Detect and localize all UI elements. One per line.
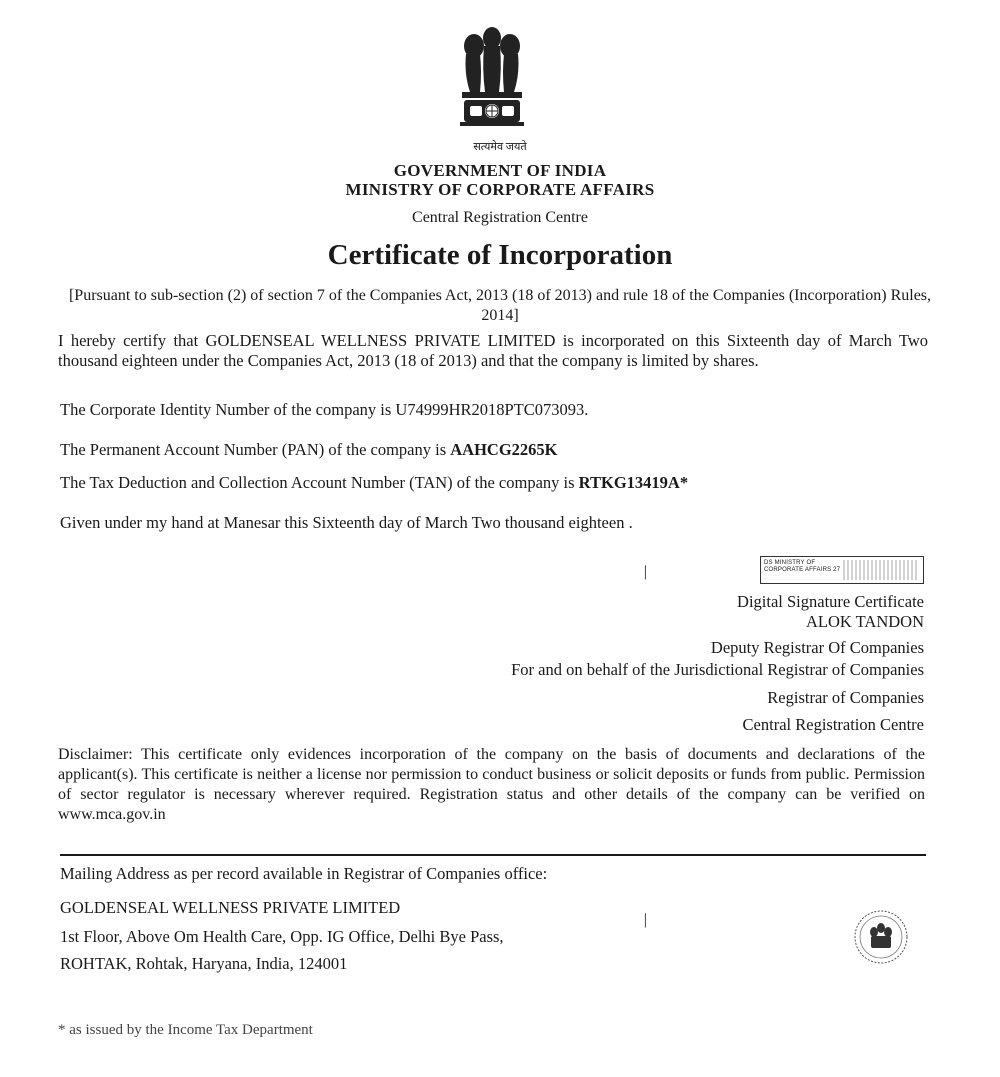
signatory-designation: Deputy Registrar Of Companies [710,638,924,657]
mailing-company: GOLDENSEAL WELLNESS PRIVATE LIMITED [60,898,401,917]
registrar-label: Registrar of Companies [767,688,924,707]
scan-mark: ׀ [642,914,649,928]
cin-label: The Corporate Identity Number of the company is [60,400,392,419]
footnote: * as issued by the Income Tax Department [58,1022,313,1038]
registration-centre: Central Registration Centre [412,209,588,226]
signatory-name: ALOK TANDON [806,612,924,631]
government-heading: GOVERNMENT OF INDIA [393,161,607,180]
cin-value: U74999HR2018PTC073093. [395,400,589,419]
tan-line [60,473,688,493]
mailing-address-line2: ROHTAK, Rohtak, Haryana, India, 124001 [60,954,348,973]
signatory-behalf: For and on behalf of the Jurisdictional Registrar of Companies [511,660,924,679]
pan-value: AAHCG2265K [450,440,558,459]
signature-noise [843,560,919,580]
seal-icon [852,908,910,966]
ministry-heading: MINISTRY OF CORPORATE AFFAIRS [345,180,655,199]
given-line: Given under my hand at Manesar this Sixteenth day of March Two thousand eighteen . [60,513,633,532]
signature-line1: Digital Signature Certificate [737,592,924,611]
digital-signature-stamp [760,556,924,584]
mailing-heading: Mailing Address as per record available in Registrar of Companies office: [60,864,548,883]
national-motto: सत्यमेव जयते [473,141,527,153]
certify-paragraph: I hereby certify that GOLDENSEAL WELLNESS PRIVATE LIMITED is incorporated on this Sixteenth day of March Two thousand eighteen under the Companies Act, 2013 (18 of 2013) and that the company is limited by shares. [58,331,928,370]
scan-mark: ׀ [642,566,649,580]
national-emblem-icon [452,24,532,142]
pan-line [60,440,558,460]
signature-stamp-line2: CORPORATE AFFAIRS 27 [764,567,841,573]
tan-value: RTKG13419A* [578,473,689,492]
divider [60,854,926,856]
tan-label: The Tax Deduction and Collection Account Number (TAN) of the company is [60,473,575,492]
signature-stamp-line1: DS MINISTRY OF [764,560,816,566]
cin-line [60,400,588,420]
registrar-centre: Central Registration Centre [742,715,924,734]
mailing-address-line1: 1st Floor, Above Om Health Care, Opp. IG Office, Delhi Bye Pass, [60,927,504,946]
pan-label: The Permanent Account Number (PAN) of the company is [60,440,447,459]
pursuant-clause: [Pursuant to sub-section (2) of section 7 of the Companies Act, 2013 (18 of 2013) and rule 18 of the Companies (Incorporation) Rules, 2014] [68,287,932,324]
disclaimer: Disclaimer: This certificate only evidences incorporation of the company on the basis of documents and declarations of the applicant(s). This certificate is neither a license nor permission to conduct business or solicit deposits or funds from public. Permission of sector regulator is necessary wherever required. Registration status and other details of the company can be verified on www.mca.gov.in [58,746,925,823]
certificate-title: Certificate of Incorporation [327,239,673,271]
